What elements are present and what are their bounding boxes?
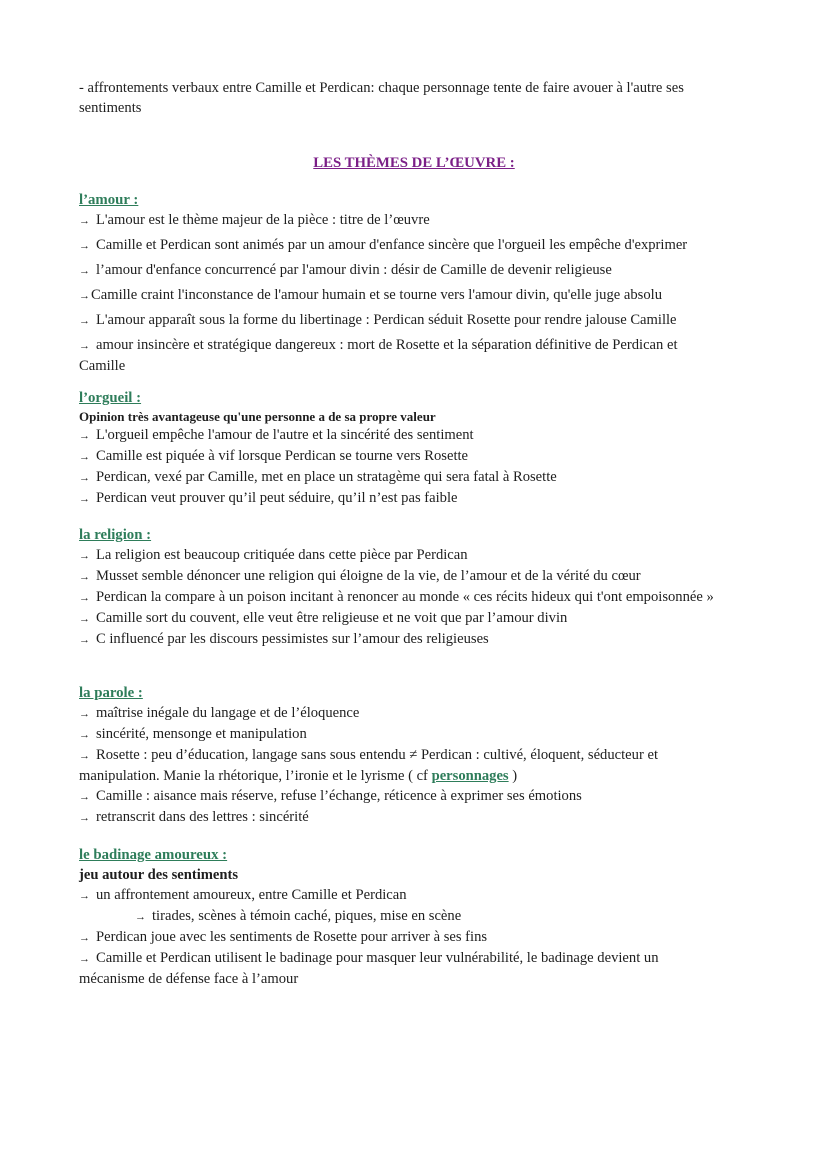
section-badinage bbox=[79, 845, 759, 989]
page-title: LES THÈMES DE L’ŒUVRE : bbox=[313, 155, 515, 171]
arrow-icon: → bbox=[79, 451, 90, 463]
list-item: → l’amour d'enfance concurrencé par l'amour divin : désir de Camille de devenir religieuse bbox=[79, 262, 612, 278]
list-item: → La religion est beaucoup critiquée dans cette pièce par Perdican bbox=[79, 547, 468, 563]
list-item: → Camille et Perdican utilisent le badinage pour masquer leur vulnérabilité, le badinage devient un mécanisme de défense face à l’amour bbox=[79, 950, 659, 987]
list-item: → L'amour est le thème majeur de la pièce : titre de l’œuvre bbox=[79, 212, 430, 228]
arrow-icon: → bbox=[79, 953, 90, 965]
list-item: →Camille craint l'inconstance de l'amour humain et se tourne vers l'amour divin, qu'elle juge absolu bbox=[79, 287, 663, 303]
section-religion bbox=[79, 525, 759, 650]
arrow-icon: → bbox=[79, 290, 90, 302]
list-item-sub: → tirades, scènes à témoin caché, piques, mise en scène bbox=[135, 908, 462, 924]
arrow-icon: → bbox=[79, 215, 90, 227]
section-heading-religion: la religion : bbox=[79, 527, 152, 543]
arrow-icon: → bbox=[79, 265, 90, 277]
arrow-icon: → bbox=[79, 472, 90, 484]
list-item: → Camille et Perdican sont animés par un amour d'enfance sincère que l'orgueil les empêche d'exprimer bbox=[79, 237, 688, 253]
list-item: → Perdican joue avec les sentiments de Rosette pour arriver à ses fins bbox=[79, 929, 488, 945]
section-heading-parole: la parole : bbox=[79, 685, 143, 701]
list-item: → Camille : aisance mais réserve, refuse l’échange, réticence à exprimer ses émotions bbox=[79, 788, 582, 804]
list-item: → L'amour apparaît sous la forme du libertinage : Perdican séduit Rosette pour rendre jalouse Camille bbox=[79, 312, 677, 328]
arrow-icon: → bbox=[79, 340, 90, 352]
list-item: → un affrontement amoureux, entre Camille et Perdican bbox=[79, 887, 407, 903]
list-item: → Rosette : peu d’éducation, langage sans sous entendu ≠ Perdican : cultivé, éloquent, séducteur et manipulation. Manie la rhétorique, l’ironie et le lyrisme ( cf personnages ) bbox=[79, 747, 659, 784]
section-amour bbox=[79, 190, 759, 376]
intro-text: - affrontements verbaux entre Camille et Perdican: chaque personnage tente de faire avouer à l'autre ses sentiments bbox=[79, 80, 684, 116]
list-item: → C influencé par les discours pessimistes sur l’amour des religieuses bbox=[79, 631, 489, 647]
list-item: → sincérité, mensonge et manipulation bbox=[79, 726, 307, 742]
arrow-icon: → bbox=[79, 750, 90, 762]
arrow-icon: → bbox=[79, 592, 90, 604]
list-item: → Musset semble dénoncer une religion qui éloigne de la vie, de l’amour et de la vérité du cœur bbox=[79, 568, 641, 584]
arrow-icon: → bbox=[79, 791, 90, 803]
list-item: → Perdican veut prouver qu’il peut séduire, qu’il n’est pas faible bbox=[79, 490, 458, 506]
arrow-icon: → bbox=[79, 571, 90, 583]
arrow-icon: → bbox=[79, 708, 90, 720]
arrow-icon: → bbox=[79, 613, 90, 625]
list-item: → Camille sort du couvent, elle veut être religieuse et ne voit que par l’amour divin bbox=[79, 610, 568, 626]
list-item: → Camille est piquée à vif lorsque Perdican se tourne vers Rosette bbox=[79, 448, 469, 464]
arrow-icon: → bbox=[79, 812, 90, 824]
list-item: → Perdican, vexé par Camille, met en place un stratagème qui sera fatal à Rosette bbox=[79, 469, 557, 485]
arrow-icon: → bbox=[79, 315, 90, 327]
list-item: → amour insincère et stratégique dangereux : mort de Rosette et la séparation définitive de Perdican et Camille bbox=[79, 337, 678, 374]
arrow-icon: → bbox=[79, 430, 90, 442]
arrow-icon: → bbox=[79, 729, 90, 741]
section-heading-orgueil: l’orgueil : bbox=[79, 390, 142, 406]
list-item: → Perdican la compare à un poison incitant à renoncer au monde « ces récits hideux qui t'ont empoisonnée » bbox=[79, 589, 714, 605]
section-orgueil bbox=[79, 388, 759, 509]
list-item: → L'orgueil empêche l'amour de l'autre et la sincérité des sentiment bbox=[79, 427, 474, 443]
list-item: → maîtrise inégale du langage et de l’éloquence bbox=[79, 705, 360, 721]
arrow-icon: → bbox=[79, 932, 90, 944]
arrow-icon: → bbox=[79, 550, 90, 562]
definition: Opinion très avantageuse qu'une personne a de sa propre valeur bbox=[79, 409, 436, 424]
arrow-icon: → bbox=[135, 911, 146, 923]
arrow-icon: → bbox=[79, 890, 90, 902]
subheading: jeu autour des sentiments bbox=[79, 867, 239, 883]
section-parole bbox=[79, 683, 759, 828]
arrow-icon: → bbox=[79, 240, 90, 252]
list-item: → retranscrit dans des lettres : sincérité bbox=[79, 809, 309, 825]
section-heading-amour: l’amour : bbox=[79, 192, 139, 208]
section-heading-badinage: le badinage amoureux : bbox=[79, 847, 228, 863]
arrow-icon: → bbox=[79, 493, 90, 505]
arrow-icon: → bbox=[79, 634, 90, 646]
personnages-link[interactable]: personnages bbox=[431, 768, 509, 784]
